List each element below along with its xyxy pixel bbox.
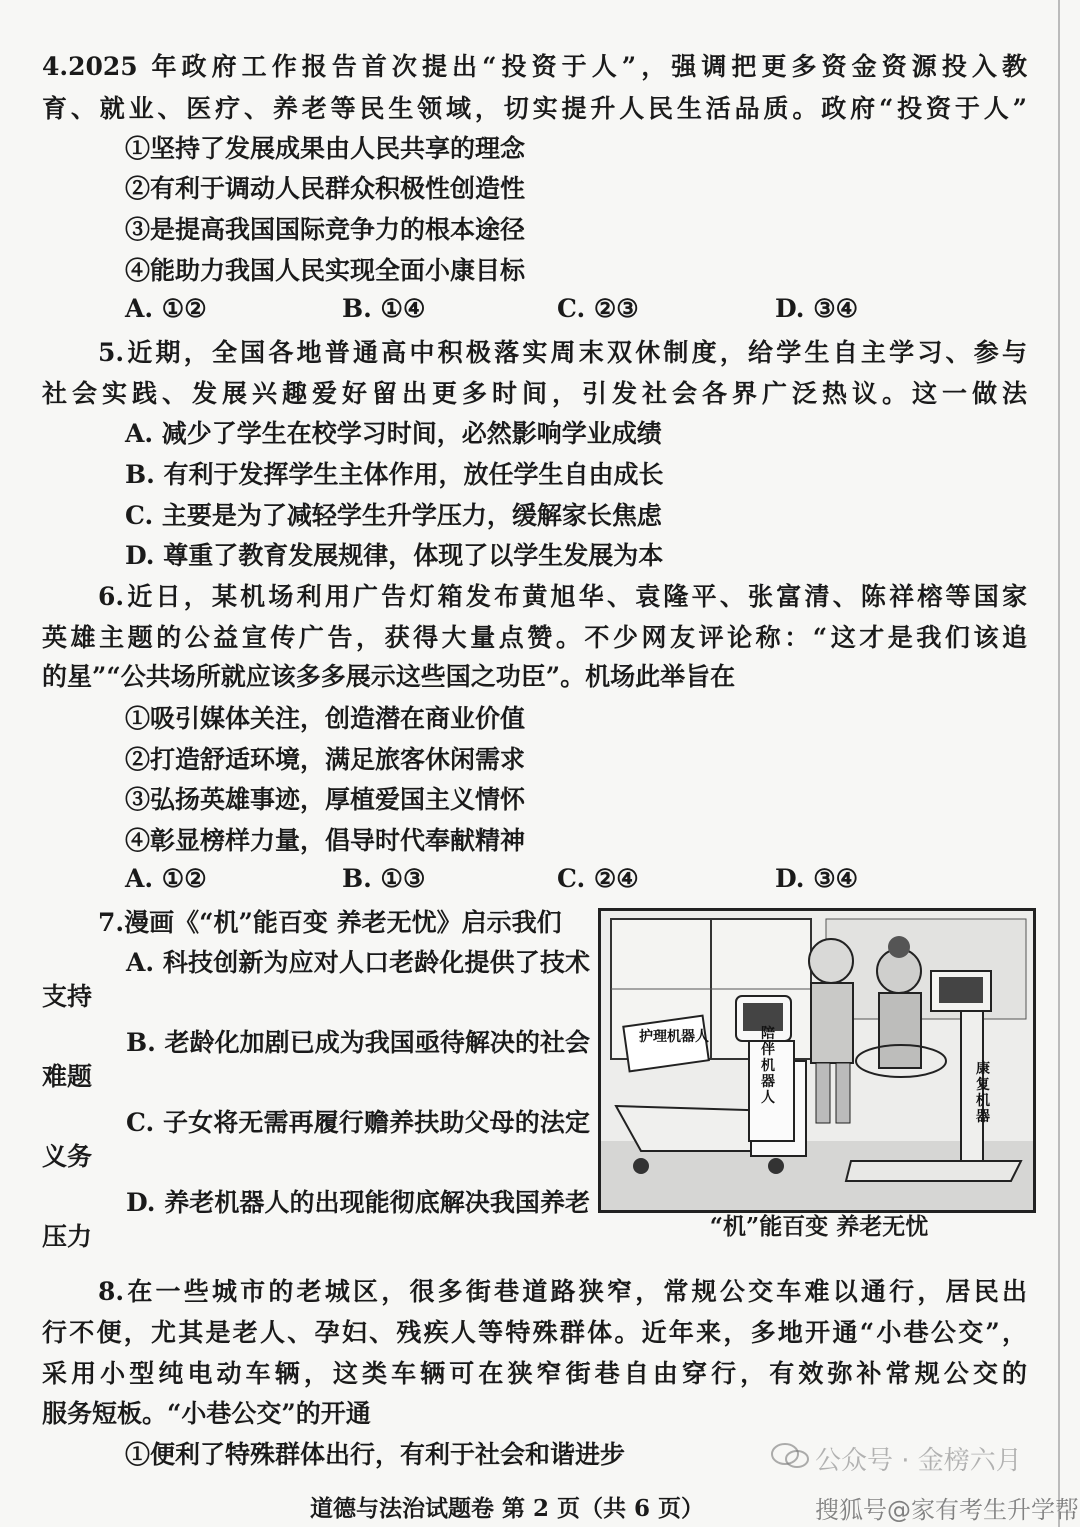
q5-option-c[interactable]: C. 主要是为了减轻学生升学压力，缓解家长焦虑 xyxy=(125,501,662,530)
sohu-watermark: 搜狐号@家有考生升学帮 xyxy=(815,1496,1079,1524)
q4-option-a[interactable]: A. ①② xyxy=(125,294,207,323)
q7-option-d[interactable]: D. 养老机器人的出现能彻底解决我国养老压力 xyxy=(42,1188,590,1251)
q7-options xyxy=(42,946,590,1266)
q6-option-c[interactable]: C. ②④ xyxy=(557,864,639,893)
q8-stem-line3: 采用小型纯电动车辆，这类车辆可在狭窄街巷自由穿行，有效弥补常规公交的 xyxy=(42,1359,1027,1388)
q7-option-b[interactable]: B. 老龄化加剧已成为我国亟待解决的社会难题 xyxy=(42,1028,590,1091)
cartoon-illustration xyxy=(598,908,1036,1213)
q6-item-1: ①吸引媒体关注，创造潜在商业价值 xyxy=(125,704,526,733)
q4-item-4: ④能助力我国人民实现全面小康目标 xyxy=(125,256,526,285)
q4-stem-line1: 4.2025 年政府工作报告首次提出“投资于人”，强调把更多资金资源投入教 xyxy=(42,52,1027,81)
q7-stem: 7.漫画《“机”能百变 养老无忧》启示我们 xyxy=(98,908,562,937)
q6-option-b[interactable]: B. ①③ xyxy=(342,864,426,893)
q5-option-a[interactable]: A. 减少了学生在校学习时间，必然影响学业成绩 xyxy=(125,419,662,448)
q6-option-d[interactable]: D. ③④ xyxy=(775,864,859,893)
label-nursing-robot-1: 护理机器人 xyxy=(639,1029,709,1045)
cartoon-caption: “机”能百变 养老无忧 xyxy=(709,1213,929,1240)
q4-options xyxy=(125,294,925,328)
q6-stem-line1: 6.近日，某机场利用广告灯箱发布黄旭华、袁隆平、张富清、陈祥榕等国家 xyxy=(98,582,1027,611)
q4-item-3: ③是提高我国国际竞争力的根本途径 xyxy=(125,215,526,244)
label-companion-robot: 陪伴机器人 xyxy=(761,1026,775,1106)
q8-stem-line2: 行不便，尤其是老人、孕妇、残疾人等特殊群体。近年来，多地开通“小巷公交”， xyxy=(42,1318,1027,1347)
q6-stem-line3: 的星”“公共场所就应该多多展示这些国之功臣”。机场此举旨在 xyxy=(42,662,736,691)
q6-item-2: ②打造舒适环境，满足旅客休闲需求 xyxy=(125,745,526,774)
q7-option-a[interactable]: A. 科技创新为应对人口老龄化提供了技术支持 xyxy=(42,948,590,1011)
q6-item-4: ④彰显榜样力量，倡导时代奉献精神 xyxy=(125,826,526,855)
q8-item-1: ①便利了特殊群体出行，有利于社会和谐进步 xyxy=(125,1440,626,1469)
q6-options xyxy=(125,864,925,898)
q4-stem-line2: 育、就业、医疗、养老等民生领域，切实提升人民生活品质。政府“投资于人” xyxy=(42,94,1027,123)
page-edge xyxy=(1058,0,1060,1527)
q4-option-d[interactable]: D. ③④ xyxy=(775,294,859,323)
q5-stem-line2: 社会实践、发展兴趣爱好留出更多时间，引发社会各界广泛热议。这一做法 xyxy=(42,379,1027,408)
wechat-logo-icon xyxy=(770,1442,810,1470)
q6-stem-line2: 英雄主题的公益宣传广告，获得大量点赞。不少网友评论称：“这才是我们该追 xyxy=(42,623,1027,652)
q4-option-b[interactable]: B. ①④ xyxy=(342,294,426,323)
q8-stem-line4: 服务短板。“小巷公交”的开通 xyxy=(42,1399,371,1428)
label-rehab-robot: 康复机器 xyxy=(976,1061,990,1125)
q5-option-d[interactable]: D. 尊重了教育发展规律，体现了以学生发展为本 xyxy=(125,541,664,570)
q8-stem-line1: 8.在一些城市的老城区，很多街巷道路狭窄，常规公交车难以通行，居民出 xyxy=(98,1277,1027,1306)
wechat-watermark: 公众号 · 金榜六月 xyxy=(815,1446,1022,1476)
q6-item-3: ③弘扬英雄事迹，厚植爱国主义情怀 xyxy=(125,785,526,814)
q7-option-c[interactable]: C. 子女将无需再履行赡养扶助父母的法定义务 xyxy=(42,1108,590,1171)
q4-item-1: ①坚持了发展成果由人民共享的理念 xyxy=(125,134,526,163)
footer-text: 道德与法治试题卷 第 2 页（共 6 页） xyxy=(310,1495,705,1522)
q5-option-b[interactable]: B. 有利于发挥学生主体作用，放任学生自由成长 xyxy=(125,460,664,489)
q6-option-a[interactable]: A. ①② xyxy=(125,864,207,893)
q5-stem-line1: 5.近期，全国各地普通高中积极落实周末双休制度，给学生自主学习、参与 xyxy=(98,338,1027,367)
cartoon-drawing xyxy=(601,911,1033,1210)
q4-item-2: ②有利于调动人民群众积极性创造性 xyxy=(125,174,526,203)
q4-option-c[interactable]: C. ②③ xyxy=(557,294,639,323)
